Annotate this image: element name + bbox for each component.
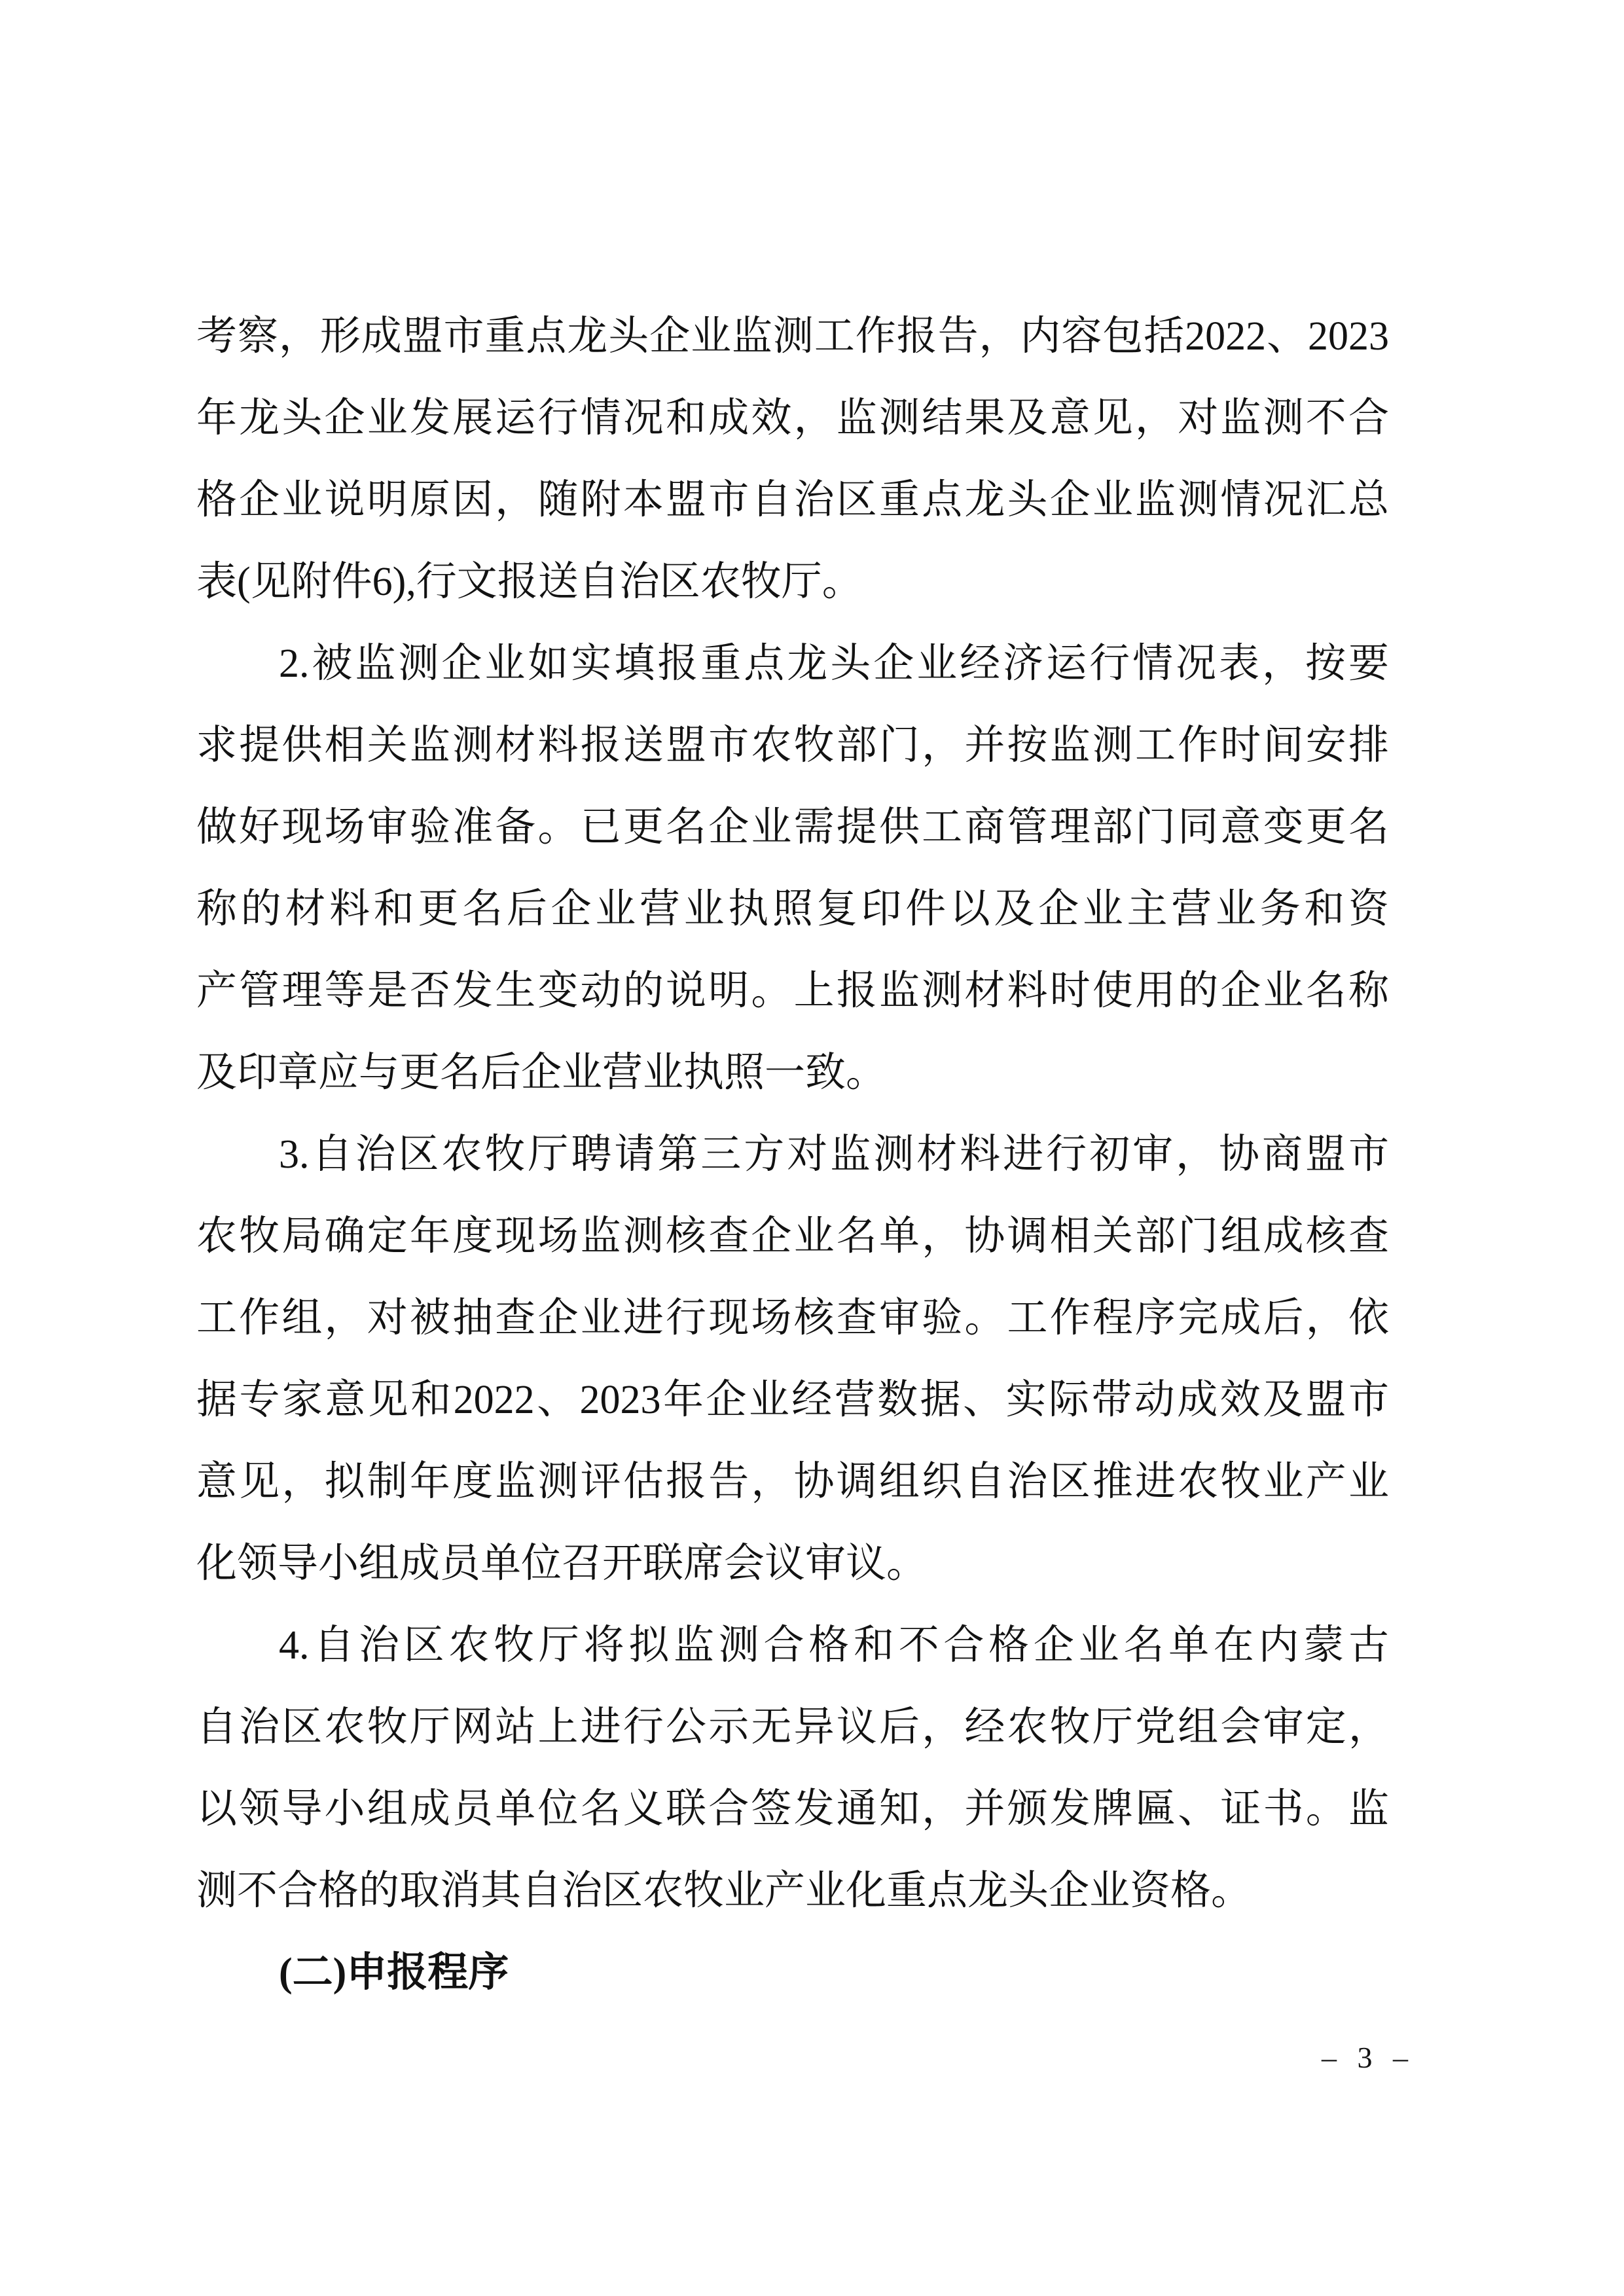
body-line: 化领导小组成员单位召开联席会议审议。 bbox=[196, 1541, 928, 1586]
body-line: 求提供相关监测材料报送盟市农牧部门，并按监测工作时间安排 bbox=[196, 723, 1389, 768]
body-line: 意见，拟制年度监测评估报告，协调组织自治区推进农牧业产业 bbox=[196, 1460, 1389, 1504]
body-line: 考察，形成盟市重点龙头企业监测工作报告，内容包括2022、2023 bbox=[196, 314, 1389, 359]
body-line: 表(见附件6),行文报送自治区农牧厅。 bbox=[196, 560, 863, 604]
body-line: 格企业说明原因，随附本盟市自治区重点龙头企业监测情况汇总 bbox=[196, 478, 1389, 522]
body-line: 以领导小组成员单位名义联合签发通知，并颁发牌匾、证书。监 bbox=[196, 1787, 1389, 1831]
body-line: 及印章应与更名后企业营业执照一致。 bbox=[196, 1050, 887, 1095]
body-line: 做好现场审验准备。已更名企业需提供工商管理部门同意变更名 bbox=[196, 805, 1389, 850]
body-line: 工作组，对被抽查企业进行现场核查审验。工作程序完成后，依 bbox=[196, 1296, 1389, 1340]
body-line: 自治区农牧厅网站上进行公示无异议后，经农牧厅党组会审定， bbox=[196, 1705, 1389, 1749]
body-line: 4.自治区农牧厅将拟监测合格和不合格企业名单在内蒙古 bbox=[279, 1623, 1389, 1668]
section-heading: (二)申报程序 bbox=[279, 1950, 509, 1995]
body-line: 据专家意见和2022、2023年企业经营数据、实际带动成效及盟市 bbox=[196, 1378, 1389, 1422]
body-line: 3.自治区农牧厅聘请第三方对监测材料进行初审，协商盟市 bbox=[279, 1132, 1389, 1177]
body-line: 农牧局确定年度现场监测核查企业名单，协调相关部门组成核查 bbox=[196, 1214, 1389, 1259]
body-line: 2.被监测企业如实填报重点龙头企业经济运行情况表，按要 bbox=[279, 641, 1389, 686]
page-number: – 3 – bbox=[1322, 2041, 1415, 2074]
body-line: 产管理等是否发生变动的说明。上报监测材料时使用的企业名称 bbox=[196, 969, 1389, 1013]
body-line: 年龙头企业发展运行情况和成效，监测结果及意见，对监测不合 bbox=[196, 396, 1389, 440]
document-body bbox=[196, 296, 1389, 2014]
body-line: 称的材料和更名后企业营业执照复印件以及企业主营业务和资 bbox=[196, 887, 1389, 931]
body-line: 测不合格的取消其自治区农牧业产业化重点龙头企业资格。 bbox=[196, 1869, 1252, 1913]
